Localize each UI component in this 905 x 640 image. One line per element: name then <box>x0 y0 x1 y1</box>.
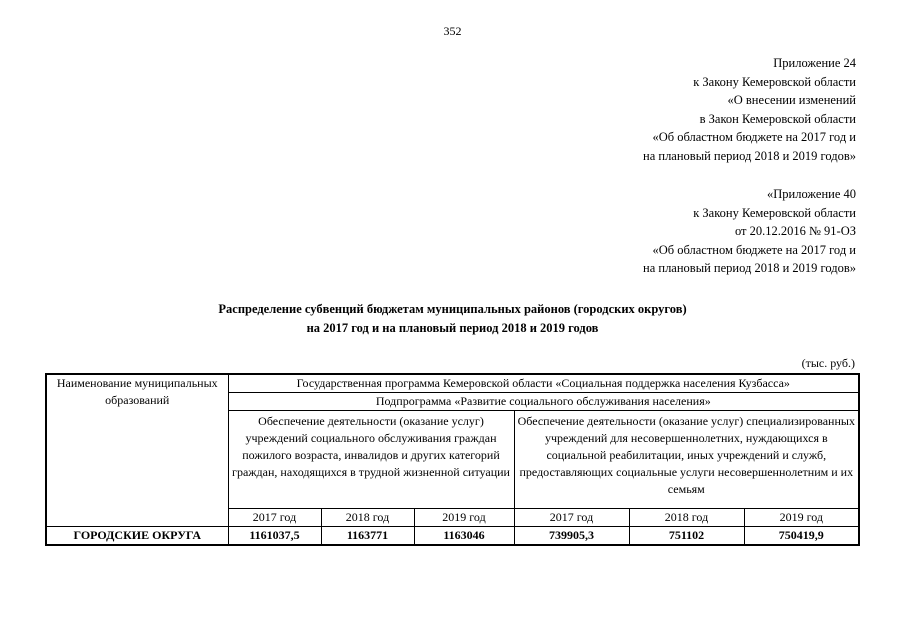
program-header: Государственная программа Кемеровской области «Социальная поддержка населения Кузбасса» <box>228 374 859 393</box>
row-value: 739905,3 <box>514 527 629 546</box>
appendix-1-line: «Об областном бюджете на 2017 год и <box>652 130 856 144</box>
appendix-2-line: к Закону Кемеровской области <box>693 205 856 220</box>
row-name: ГОРОДСКИЕ ОКРУГА <box>46 527 228 546</box>
page-number: 352 <box>443 24 462 38</box>
year-header: 2019 год <box>414 509 514 527</box>
row-value: 1163046 <box>414 527 514 546</box>
row-value: 750419,9 <box>744 527 859 546</box>
document-title <box>0 300 905 338</box>
group-2-header: Обеспечение деятельности (оказание услуг) специализированных учреждений для несовершеннолетних, нуждающихся в социальной реабилитации, иных учреждений и служб, предоставляющих социальные услуги несовершеннолетним и их семьям <box>514 411 859 509</box>
appendix-block-2 <box>643 185 856 278</box>
appendix-2-line: «Приложение 40 <box>767 187 856 201</box>
group-1-header: Обеспечение деятельности (оказание услуг) учреждений социального обслуживания граждан пожилого возраста, инвалидов и других категорий граждан, находящихся в трудной жизненной ситуации <box>228 411 514 509</box>
title-line-2: на 2017 год и на плановый период 2018 и 2019 годов <box>306 321 599 335</box>
row-value: 751102 <box>629 527 744 546</box>
year-header: 2017 год <box>514 509 629 527</box>
year-header: 2018 год <box>321 509 414 527</box>
appendix-1-line: «О внесении изменений <box>727 93 856 107</box>
title-line-1: Распределение субвенций бюджетам муниципальных районов (городских округов) <box>218 302 687 316</box>
col-name-header: Наименование муниципальных образований <box>46 374 228 527</box>
header-row-program <box>46 374 859 393</box>
subprogram-header: Подпрограмма «Развитие социального обслуживания населения» <box>228 393 859 411</box>
appendix-1-line: Приложение 24 <box>773 56 856 70</box>
year-header: 2019 год <box>744 509 859 527</box>
appendix-1-line: в Закон Кемеровской области <box>699 111 856 126</box>
year-header: 2018 год <box>629 509 744 527</box>
appendix-1-line: на плановый период 2018 и 2019 годов» <box>643 148 856 163</box>
appendix-2-line: от 20.12.2016 № 91-ОЗ <box>734 224 856 238</box>
appendix-2-line: «Об областном бюджете на 2017 год и <box>652 242 856 257</box>
row-value: 1161037,5 <box>228 527 321 546</box>
subvention-table <box>45 373 860 546</box>
table-row <box>46 527 859 546</box>
appendix-block-1 <box>643 54 856 165</box>
units-label: (тыс. руб.) <box>801 356 855 370</box>
row-value: 1163771 <box>321 527 414 546</box>
appendix-2-line: на плановый период 2018 и 2019 годов» <box>643 261 856 275</box>
year-header: 2017 год <box>228 509 321 527</box>
appendix-1-line: к Закону Кемеровской области <box>693 74 856 89</box>
